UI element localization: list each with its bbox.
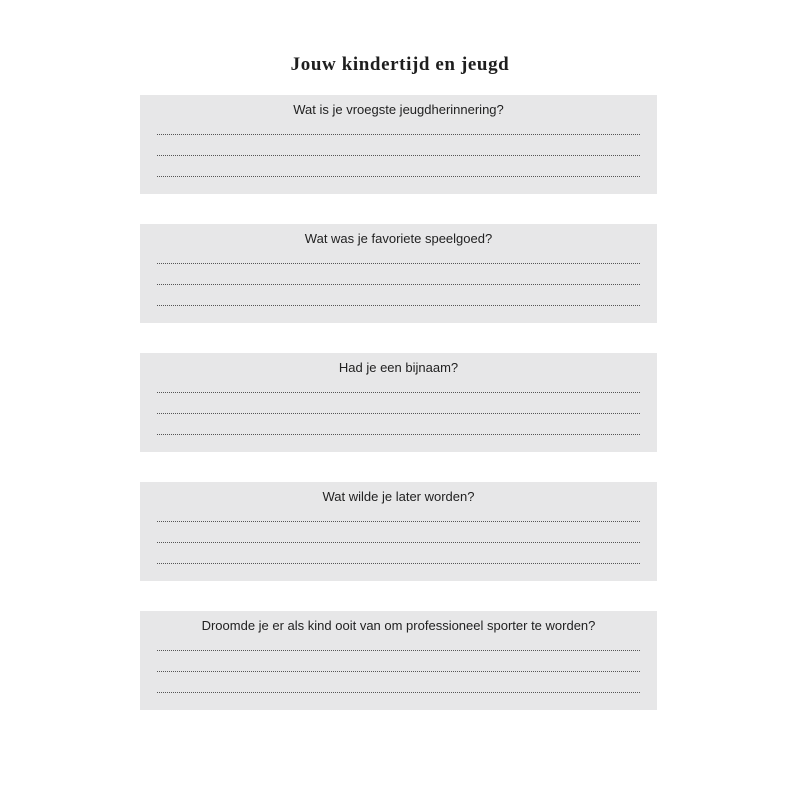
question-card bbox=[140, 224, 657, 323]
question-label: Had je een bijnaam? bbox=[338, 360, 459, 375]
answer-line[interactable] bbox=[157, 692, 640, 693]
question-list bbox=[140, 95, 657, 740]
page-title: Jouw kindertijd en jeugd bbox=[290, 54, 510, 75]
answer-line[interactable] bbox=[157, 305, 640, 306]
question-card bbox=[140, 482, 657, 581]
answer-line[interactable] bbox=[157, 650, 640, 651]
answer-line[interactable] bbox=[157, 434, 640, 435]
question-label: Droomde je er als kind ooit van om professioneel sporter te worden? bbox=[201, 618, 596, 633]
answer-line[interactable] bbox=[157, 134, 640, 135]
answer-line[interactable] bbox=[157, 176, 640, 177]
question-label: Wat is je vroegste jeugdherinnering? bbox=[293, 102, 504, 117]
answer-line[interactable] bbox=[157, 392, 640, 393]
answer-line[interactable] bbox=[157, 521, 640, 522]
answer-line[interactable] bbox=[157, 263, 640, 264]
answer-line[interactable] bbox=[157, 671, 640, 672]
question-label: Wat was je favoriete speelgoed? bbox=[304, 231, 493, 246]
answer-line[interactable] bbox=[157, 284, 640, 285]
answer-line[interactable] bbox=[157, 413, 640, 414]
question-card bbox=[140, 95, 657, 194]
question-card bbox=[140, 611, 657, 710]
answer-line[interactable] bbox=[157, 155, 640, 156]
answer-line[interactable] bbox=[157, 542, 640, 543]
answer-line[interactable] bbox=[157, 563, 640, 564]
question-label: Wat wilde je later worden? bbox=[322, 489, 475, 504]
question-card bbox=[140, 353, 657, 452]
